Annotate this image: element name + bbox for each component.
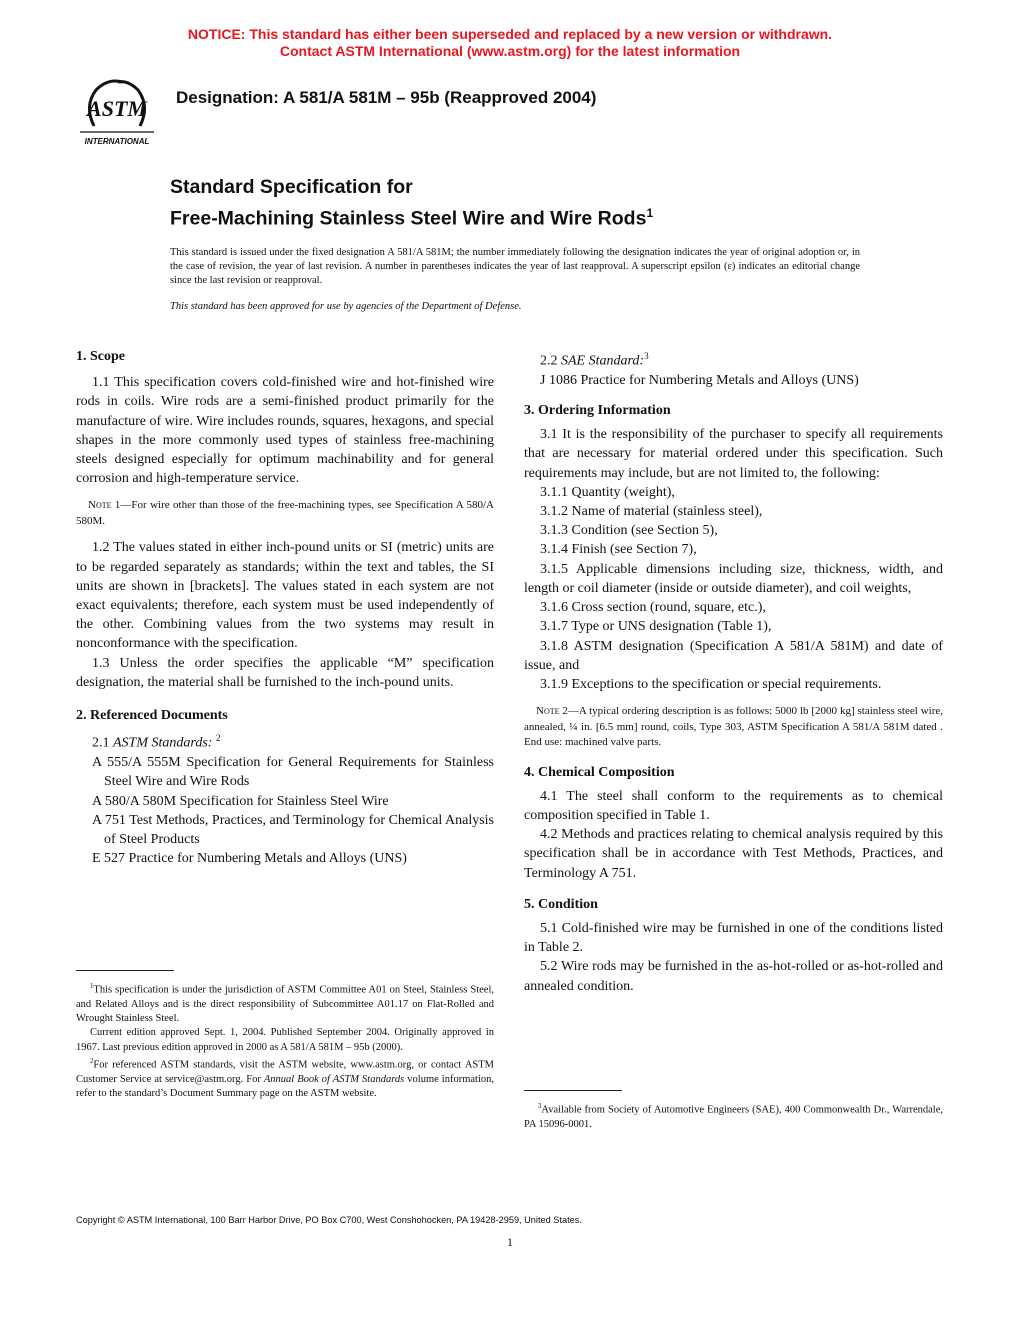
ref-a580: A 580/A 580M Specification for Stainless Steel Wire: [92, 793, 389, 809]
para-5-1: 5.1 Cold-finished wire may be furnished in one of the conditions listed in Table 2.: [524, 921, 943, 956]
footnote-1-edition: Current edition approved Sept. 1, 2004. Published September 2004. Originally approved in 1967. Last previous edition approved in 2000 as A 581/A 581M – 95b (2000).: [76, 1027, 494, 1053]
astm-logo-icon: [74, 76, 160, 150]
item-3-1-4: 3.1.4 Finish (see Section 7),: [540, 542, 697, 558]
footnote-3-num: 3: [538, 1103, 542, 1110]
footnote-1-num: 1: [90, 983, 94, 990]
para-2-1-num: 2.1: [92, 735, 110, 751]
para-1-3: 1.3 Unless the order specifies the applicable “M” specification designation, the material shall be furnished to the inch-pound units.: [76, 655, 494, 690]
para-2-2-num: 2.2: [540, 353, 558, 369]
left-footnotes: [76, 980, 494, 1101]
footnote-2: [76, 1055, 494, 1101]
astm-standards-label: ASTM Standards:: [113, 735, 213, 751]
logo-text: ASTM: [87, 96, 147, 121]
ref-j1086: J 1086 Practice for Numbering Metals and Alloys (UNS): [540, 372, 859, 388]
para-3-1: 3.1 It is the responsibility of the purchaser to specify all requirements that are necessary for material ordered under this specification. Such requirements may include, but are not limited to, the following:: [524, 427, 943, 481]
para-4-2: 4.2 Methods and practices relating to chemical analysis required by this specification shall be in accordance with Test Methods, Practices, and Terminology A 751.: [524, 827, 943, 881]
item-3-1-5: 3.1.5 Applicable dimensions including size, thickness, width, and length or coil diameter (inside or outside diameter), and coil weights,: [524, 561, 943, 596]
item-3-1-8: 3.1.8 ASTM designation (Specification A 581/A 581M) and date of issue, and: [524, 638, 943, 673]
footnote-mark-2: 2: [215, 733, 221, 744]
note-1: [76, 498, 494, 529]
note-1-text: —For wire other than those of the free-machining types, see Specification A 580/A 580M.: [76, 499, 494, 527]
ref-e527: E 527 Practice for Numbering Metals and Alloys (UNS): [92, 851, 407, 867]
footnote-divider: [76, 970, 174, 971]
note-2-text: —A typical ordering description is as follows: 5000 lb [2000 kg] stainless steel wire, annealed, ¼ in. [6.5 mm] round, coils, Type 303, ASTM Specification A 581/A 581M dated . End use: machined valve parts.: [524, 705, 943, 749]
right-column: [524, 347, 943, 996]
item-3-1-7: 3.1.7 Type or UNS designation (Table 1),: [540, 619, 772, 635]
note-1-label: Note 1: [88, 499, 121, 512]
page-number: 1: [507, 1235, 513, 1249]
item-3-1-2: 3.1.2 Name of material (stainless steel),: [540, 504, 763, 520]
left-column: [76, 347, 494, 868]
para-1-1: 1.1 This specification covers cold-finished wire and hot-finished wire rods in coils. Wire rods are a semi-finished product primarily for the manufacture of wire. Wire includes rounds, squares, hexagons, and special shapes in the more commonly used types of stainless free-machining steels designed especially for optimum machinability and for general corrosion and high-temperature service.: [76, 375, 494, 487]
logo-subtext: INTERNATIONAL: [84, 137, 150, 146]
section-5-heading: 5. Condition: [524, 896, 598, 912]
para-4-1: 4.1 The steel shall conform to the requirements as to chemical composition specified in Table 1.: [524, 788, 943, 824]
footnote-2-tail: volume information, refer to the standard’s Document Summary page on the ASTM website.: [76, 1073, 494, 1100]
sae-standard-label: SAE Standard:: [561, 353, 645, 369]
section-2-heading: 2. Referenced Documents: [76, 708, 228, 724]
issuance-statement: This standard is issued under the fixed designation A 581/A 581M; the number immediately following the designation indicates the year of original adoption or, in the case of revision, the year of last revision. A number in parentheses indicates the year of last reapproval. A superscript epsilon (ε) indicates an editorial change since the last revision or reapproval.: [170, 247, 860, 287]
right-footnotes: [524, 1100, 943, 1132]
section-1-heading: 1. Scope: [76, 349, 125, 364]
footnote-3-text: Available from Society of Automotive Engineers (SAE), 400 Commonwealth Dr., Warrendale, PA 15096-0001.: [524, 1104, 943, 1130]
footnote-3: [524, 1100, 943, 1132]
footnote-mark-3: 3: [644, 351, 649, 361]
para-5-2: 5.2 Wire rods may be furnished in the as-hot-rolled or as-hot-rolled and annealed condition.: [524, 959, 943, 994]
title-text: Free-Machining Stainless Steel Wire and Wire Rods: [170, 207, 647, 230]
ref-a555: A 555/A 555M Specification for General Requirements for Stainless Steel Wire and Wire Rods: [92, 755, 494, 790]
footnote-divider-right: [524, 1090, 622, 1091]
item-3-1-9: 3.1.9 Exceptions to the specification or special requirements.: [540, 676, 882, 692]
title-footnote-mark: 1: [646, 206, 654, 220]
item-3-1-3: 3.1.3 Condition (see Section 5),: [540, 523, 718, 539]
title-line-1: Standard Specification for: [170, 176, 413, 198]
section-3-heading: 3. Ordering Information: [524, 403, 671, 419]
section-4-heading: 4. Chemical Composition: [524, 764, 675, 780]
footnote-2-text: For referenced ASTM standards, visit the ASTM website, www.astm.org, or contact ASTM Customer Service at service@astm.org. For: [76, 1059, 494, 1085]
dod-approval: This standard has been approved for use by agencies of the Department of Defense.: [170, 301, 522, 312]
designation: Designation: A 581/A 581M – 95b (Reapproved 2004): [176, 88, 597, 107]
annual-book-title: Annual Book of ASTM Standards: [263, 1073, 405, 1085]
para-2-1: [76, 729, 494, 753]
para-2-2: [524, 347, 943, 371]
item-3-1-1: 3.1.1 Quantity (weight),: [540, 484, 675, 500]
item-3-1-6: 3.1.6 Cross section (round, square, etc.),: [540, 600, 766, 616]
notice-line-1: NOTICE: This standard has either been superseded and replaced by a new version or withdrawn.: [187, 26, 833, 42]
copyright: Copyright © ASTM International, 100 Barr Harbor Drive, PO Box C700, West Conshohocken, PA 19428-2959, United States.: [76, 1215, 582, 1225]
document-title: [170, 174, 653, 232]
withdrawal-notice: [0, 26, 1020, 60]
footnote-1-text: This specification is under the jurisdiction of ASTM Committee A01 on Steel, Stainless Steel, and Related Alloys and is the direct responsibility of Subcommittee A01.17 on Flat-Rolled and Wrought Stainless Steel.: [76, 984, 494, 1025]
para-1-2: 1.2 The values stated in either inch-pound units or SI (metric) units are to be regarded separately as standards; within the text and tables, the SI units are shown in [brackets]. The values stated in each system are not exact equivalents; therefore, each system must be used independently of the other. Combining values from the two systems may result in nonconformance with the specification.: [76, 540, 494, 652]
footnote-2-num: 2: [90, 1057, 94, 1065]
footnote-1: [76, 980, 494, 1026]
note-2-label: Note 2: [536, 705, 568, 718]
title-line-2: [170, 200, 653, 232]
note-2: [524, 704, 943, 751]
notice-line-2: Contact ASTM International (www.astm.org) for the latest information: [279, 43, 741, 59]
ref-a751: A 751 Test Methods, Practices, and Terminology for Chemical Analysis of Steel Products: [92, 812, 494, 847]
